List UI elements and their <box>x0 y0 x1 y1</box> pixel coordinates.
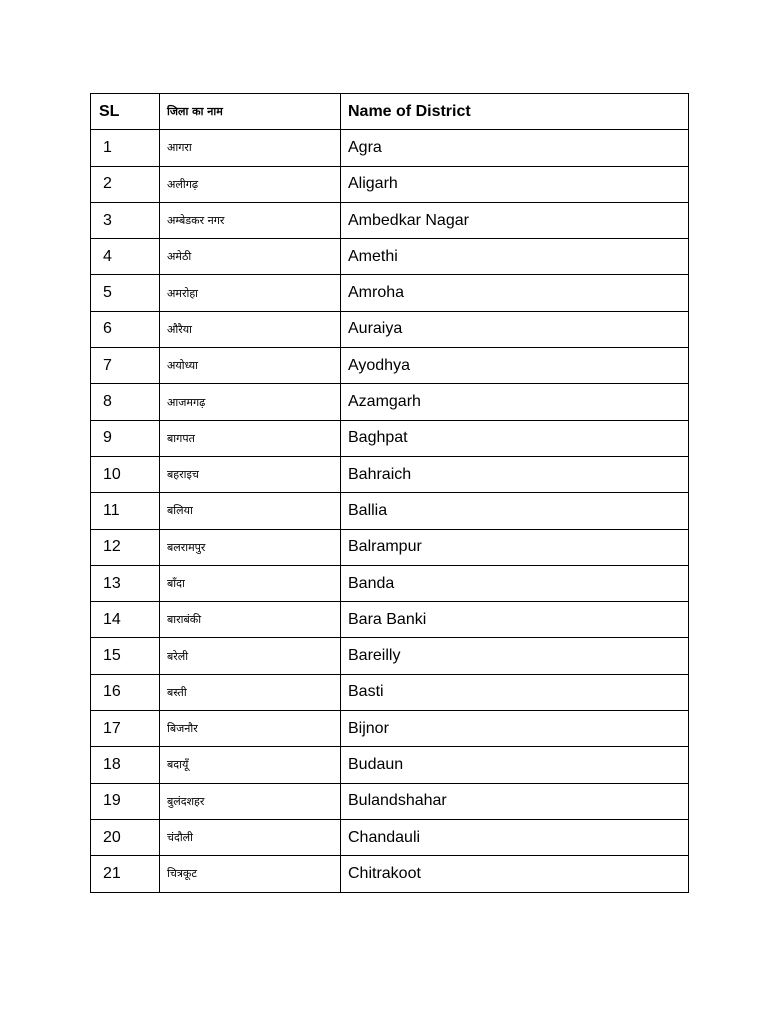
table-row <box>91 674 689 710</box>
cell-sl: 8 <box>91 384 160 420</box>
cell-sl: 13 <box>91 565 160 601</box>
cell-sl: 21 <box>91 856 160 892</box>
cell-hindi-name: बलिया <box>160 493 341 529</box>
cell-hindi-name: आगरा <box>160 130 341 166</box>
cell-district-name: Amroha <box>341 275 689 311</box>
district-table <box>90 93 689 893</box>
cell-district-name: Chandauli <box>341 819 689 855</box>
cell-district-name: Ambedkar Nagar <box>341 202 689 238</box>
cell-district-name: Balrampur <box>341 529 689 565</box>
table-header <box>91 94 689 130</box>
table-body <box>91 130 689 892</box>
cell-hindi-name: अमेठी <box>160 239 341 275</box>
cell-hindi-name: चित्रकूट <box>160 856 341 892</box>
cell-sl: 18 <box>91 747 160 783</box>
cell-sl: 20 <box>91 819 160 855</box>
table-row <box>91 348 689 384</box>
cell-district-name: Chitrakoot <box>341 856 689 892</box>
cell-sl: 3 <box>91 202 160 238</box>
cell-sl: 6 <box>91 311 160 347</box>
cell-hindi-name: चंदौली <box>160 819 341 855</box>
table-row <box>91 711 689 747</box>
cell-sl: 9 <box>91 420 160 456</box>
cell-district-name: Bareilly <box>341 638 689 674</box>
cell-sl: 1 <box>91 130 160 166</box>
cell-sl: 12 <box>91 529 160 565</box>
cell-hindi-name: बागपत <box>160 420 341 456</box>
cell-hindi-name: बिजनौर <box>160 711 341 747</box>
cell-district-name: Bulandshahar <box>341 783 689 819</box>
header-row <box>91 94 689 130</box>
table-row <box>91 311 689 347</box>
cell-sl: 15 <box>91 638 160 674</box>
cell-district-name: Bahraich <box>341 456 689 492</box>
table-row <box>91 819 689 855</box>
table-row <box>91 239 689 275</box>
cell-district-name: Banda <box>341 565 689 601</box>
cell-sl: 17 <box>91 711 160 747</box>
header-district-name: Name of District <box>341 94 689 130</box>
table-row <box>91 783 689 819</box>
cell-district-name: Budaun <box>341 747 689 783</box>
table-row <box>91 202 689 238</box>
cell-hindi-name: बस्ती <box>160 674 341 710</box>
cell-district-name: Bara Banki <box>341 602 689 638</box>
cell-district-name: Agra <box>341 130 689 166</box>
cell-sl: 7 <box>91 348 160 384</box>
table-row <box>91 420 689 456</box>
cell-hindi-name: अलीगढ़ <box>160 166 341 202</box>
cell-hindi-name: अम्बेडकर नगर <box>160 202 341 238</box>
cell-hindi-name: बाराबंकी <box>160 602 341 638</box>
cell-hindi-name: बरेली <box>160 638 341 674</box>
cell-sl: 19 <box>91 783 160 819</box>
table-row <box>91 275 689 311</box>
table-row <box>91 130 689 166</box>
table-row <box>91 493 689 529</box>
cell-sl: 16 <box>91 674 160 710</box>
cell-hindi-name: अयोध्या <box>160 348 341 384</box>
table-row <box>91 384 689 420</box>
table-row <box>91 747 689 783</box>
table-row <box>91 602 689 638</box>
cell-sl: 2 <box>91 166 160 202</box>
cell-hindi-name: बलरामपुर <box>160 529 341 565</box>
table-row <box>91 565 689 601</box>
cell-sl: 4 <box>91 239 160 275</box>
cell-hindi-name: बाँदा <box>160 565 341 601</box>
cell-district-name: Basti <box>341 674 689 710</box>
cell-district-name: Azamgarh <box>341 384 689 420</box>
cell-hindi-name: औरैया <box>160 311 341 347</box>
cell-hindi-name: बहराइच <box>160 456 341 492</box>
cell-district-name: Amethi <box>341 239 689 275</box>
table-row <box>91 456 689 492</box>
table-row <box>91 856 689 892</box>
header-sl: SL <box>91 94 160 130</box>
cell-hindi-name: बुलंदशहर <box>160 783 341 819</box>
table-row <box>91 529 689 565</box>
table-row <box>91 638 689 674</box>
cell-district-name: Ballia <box>341 493 689 529</box>
cell-sl: 11 <box>91 493 160 529</box>
table-row <box>91 166 689 202</box>
cell-district-name: Bijnor <box>341 711 689 747</box>
cell-district-name: Auraiya <box>341 311 689 347</box>
cell-sl: 10 <box>91 456 160 492</box>
cell-sl: 5 <box>91 275 160 311</box>
cell-hindi-name: आजमगढ़ <box>160 384 341 420</box>
cell-sl: 14 <box>91 602 160 638</box>
cell-hindi-name: बदायूँ <box>160 747 341 783</box>
header-hindi-name: जिला का नाम <box>160 94 341 130</box>
cell-hindi-name: अमरोहा <box>160 275 341 311</box>
cell-district-name: Ayodhya <box>341 348 689 384</box>
cell-district-name: Aligarh <box>341 166 689 202</box>
cell-district-name: Baghpat <box>341 420 689 456</box>
